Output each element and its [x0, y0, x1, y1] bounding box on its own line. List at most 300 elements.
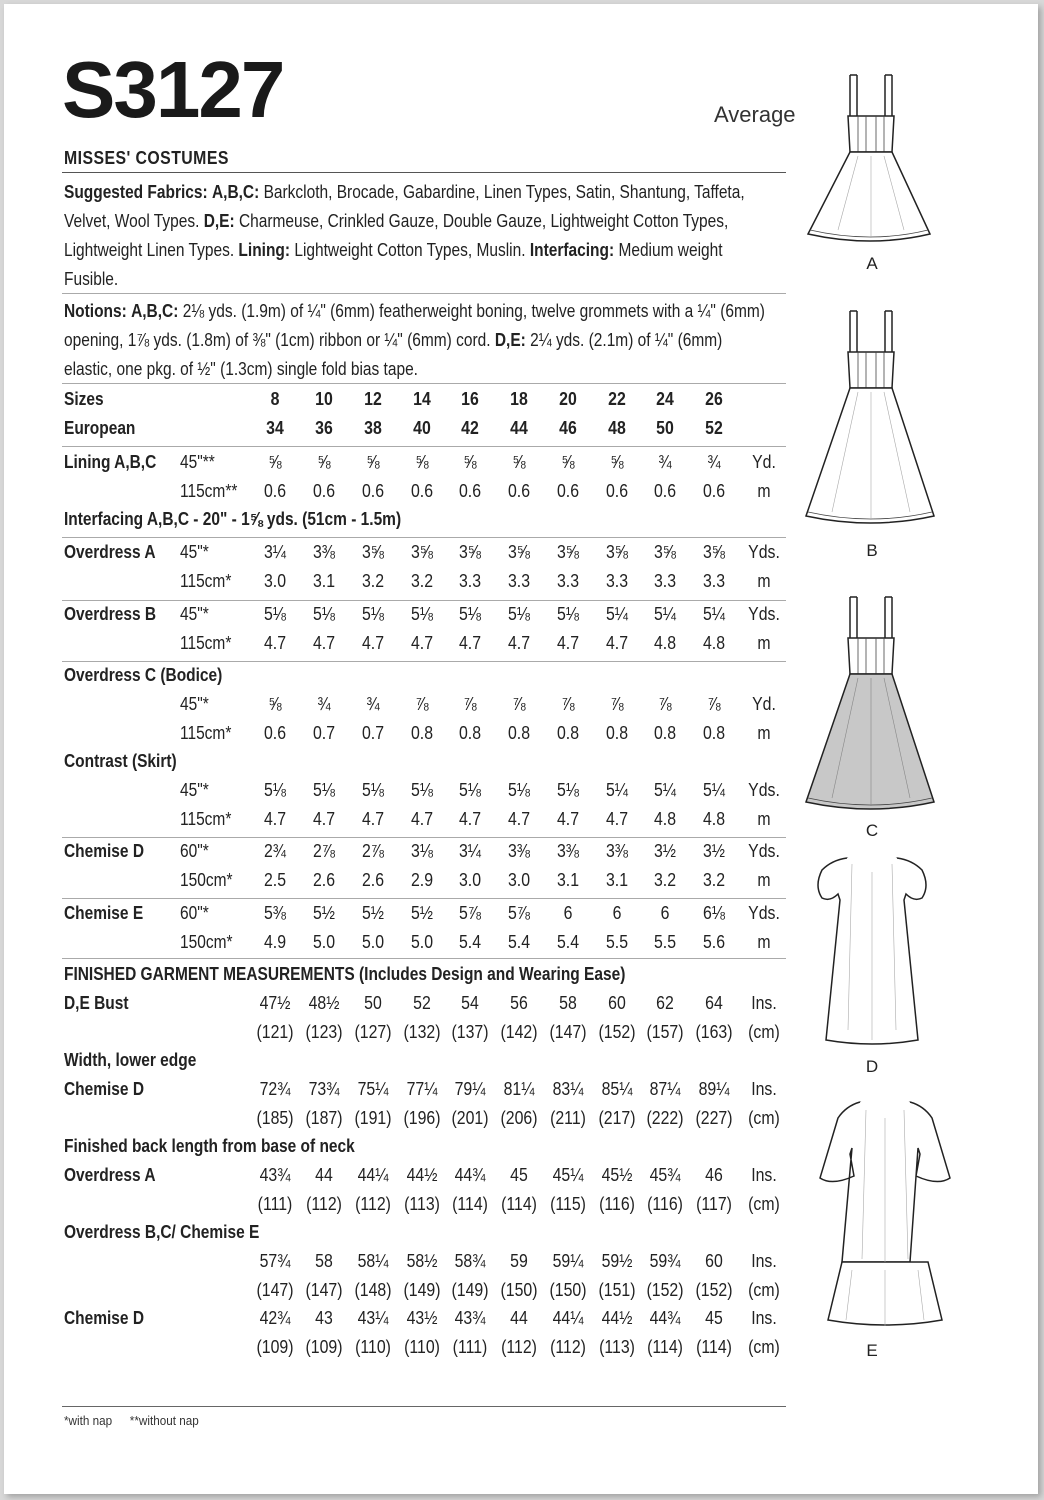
yardage-value: 0.6: [556, 481, 580, 501]
measurement-ins: 57¾: [259, 1251, 291, 1271]
yardage-value: 0.6: [410, 481, 434, 501]
unit-label: (cm): [748, 1194, 780, 1214]
measurement-ins: 58¾: [454, 1251, 486, 1271]
measurement-cm: (152): [695, 1280, 733, 1300]
measurement-cm: (127): [354, 1022, 392, 1042]
pattern-number: S3127: [62, 45, 284, 134]
unit-label: Yd.: [752, 452, 776, 472]
yardage-value: 5⅛: [361, 604, 385, 624]
measurement-ins: 87¼: [649, 1079, 681, 1099]
yardage-value: 3⅝: [410, 542, 434, 562]
yardage-value: 2.5: [263, 870, 287, 890]
yardage-value: 3⅛: [410, 841, 434, 861]
yardage-value: 3.2: [410, 571, 434, 591]
yardage-value: 6: [660, 903, 670, 923]
measurement-cm: (123): [305, 1022, 343, 1042]
measurement-ins: 44: [315, 1165, 333, 1185]
yardage-value: ⅝: [610, 452, 624, 472]
back-length-label: Finished back length from base of neck: [64, 1136, 355, 1156]
unit-label: Yds.: [748, 542, 780, 562]
yardage-value: 4.7: [507, 633, 531, 653]
yardage-value: 4.7: [458, 633, 482, 653]
measurement-ins: 56: [510, 993, 528, 1013]
measurement-ins: 44¼: [552, 1308, 584, 1328]
measurement-cm: (112): [501, 1337, 537, 1357]
measurement-ins: 43¼: [357, 1308, 389, 1328]
measurement-cm: (211): [550, 1108, 586, 1128]
yardage-value: 3½: [653, 841, 677, 861]
unit-label: Yds.: [748, 841, 780, 861]
measurement-ins: 43¾: [454, 1308, 486, 1328]
yardage-value: 5.5: [653, 932, 677, 952]
yardage-value: 0.8: [556, 723, 580, 743]
size-value: 24: [656, 389, 674, 409]
measurement-ins: 45: [705, 1308, 723, 1328]
yardage-value: 5.4: [458, 932, 482, 952]
yardage-value: 3.0: [507, 870, 531, 890]
yardage-value: 3⅜: [556, 841, 580, 861]
yardage-value: 3¼: [263, 542, 287, 562]
lining-label: Lining A,B,C: [64, 452, 157, 472]
yardage-value: 0.8: [605, 723, 629, 743]
unit-label: (cm): [748, 1022, 780, 1042]
measurement-ins: 44½: [601, 1308, 633, 1328]
measurement-ins: 60: [608, 993, 626, 1013]
garment-label: Chemise E: [64, 903, 144, 923]
view-a-dress-illustration: [800, 70, 942, 250]
measurement-cm: (196): [403, 1108, 441, 1128]
yardage-value: 4.7: [458, 809, 482, 829]
measurement-ins: 59½: [601, 1251, 633, 1271]
measurement-ins: 50: [364, 993, 382, 1013]
measurement-cm: (150): [500, 1280, 538, 1300]
footnote-nap: *with nap: [64, 1413, 113, 1428]
unit-label: Ins.: [751, 1251, 777, 1271]
footnotes: [64, 1413, 213, 1428]
yardage-value: 3⅝: [361, 542, 385, 562]
yardage-value: 0.8: [653, 723, 677, 743]
measurement-ins: 44¼: [357, 1165, 389, 1185]
measurement-cm: (112): [355, 1194, 391, 1214]
yardage-value: 0.8: [458, 723, 482, 743]
european-size-value: 44: [510, 418, 528, 438]
measurement-ins: 44: [510, 1308, 528, 1328]
measurement-ins: 42¾: [259, 1308, 291, 1328]
yardage-value: 4.7: [263, 809, 287, 829]
measurement-ins: 47½: [259, 993, 291, 1013]
yardage-value: 4.8: [702, 809, 726, 829]
measurement-ins: 75¼: [357, 1079, 389, 1099]
unit-label: m: [757, 809, 771, 829]
garment-label: Overdress C (Bodice): [64, 665, 223, 685]
view-label-e: E: [866, 1341, 878, 1360]
yardage-value: 3.2: [653, 870, 677, 890]
unit-label: m: [757, 633, 771, 653]
yardage-value: 3.0: [263, 571, 287, 591]
garment-label: Chemise D: [64, 841, 145, 861]
garment-label: Overdress A: [64, 1165, 156, 1185]
yardage-value: 5⅛: [263, 604, 287, 624]
size-value: 12: [364, 389, 382, 409]
yardage-value: 3.2: [361, 571, 385, 591]
yardage-value: ¾: [707, 452, 721, 472]
size-value: 20: [559, 389, 577, 409]
measurement-ins: 64: [705, 993, 723, 1013]
measurement-cm: (201): [451, 1108, 489, 1128]
fabric-width: 45"*: [180, 694, 209, 714]
unit-label: (cm): [748, 1337, 780, 1357]
pattern-envelope-back: [4, 4, 1038, 1494]
yardage-value: 5.4: [556, 932, 580, 952]
yardage-value: 3⅜: [605, 841, 629, 861]
measurement-cm: (147): [549, 1022, 587, 1042]
fabric-width: 115cm*: [180, 571, 232, 591]
size-value: 14: [413, 389, 431, 409]
yardage-value: 5.4: [507, 932, 531, 952]
fabric-width: 115cm*: [180, 723, 232, 743]
bust-label: D,E Bust: [64, 993, 129, 1013]
unit-label: Yds.: [748, 780, 780, 800]
measurement-cm: (148): [354, 1280, 392, 1300]
yardage-value: 5¼: [605, 780, 629, 800]
yardage-value: 5⅛: [458, 780, 482, 800]
garment-label: Chemise D: [64, 1079, 145, 1099]
divider: [62, 661, 786, 662]
measurement-ins: 43½: [406, 1308, 438, 1328]
yardage-value: ⅞: [463, 694, 477, 714]
fabric-width: 60"*: [180, 841, 209, 861]
yardage-value: 0.6: [702, 481, 726, 501]
divider: [62, 446, 786, 447]
measurement-cm: (142): [500, 1022, 538, 1042]
measurement-ins: 58: [315, 1251, 333, 1271]
measurement-cm: (185): [256, 1108, 294, 1128]
measurement-ins: 85¼: [601, 1079, 633, 1099]
yardage-value: 2.6: [361, 870, 385, 890]
yardage-value: 5¼: [702, 604, 726, 624]
european-size-value: 48: [608, 418, 626, 438]
unit-label: Ins.: [751, 1079, 777, 1099]
yardage-value: 2.6: [312, 870, 336, 890]
measurement-cm: (114): [452, 1194, 488, 1214]
yardage-value: 0.6: [361, 481, 385, 501]
measurement-ins: 45½: [601, 1165, 633, 1185]
yardage-value: ⅞: [610, 694, 624, 714]
yardage-value: 5⅛: [556, 780, 580, 800]
european-size-value: 50: [656, 418, 674, 438]
measurement-cm: (112): [550, 1337, 586, 1357]
yardage-value: 5¼: [605, 604, 629, 624]
fabric-width: 115cm*: [180, 633, 232, 653]
european-size-value: 52: [705, 418, 723, 438]
measurement-cm: (110): [355, 1337, 391, 1357]
yardage-value: ⅝: [463, 452, 477, 472]
yardage-value: 5.0: [312, 932, 336, 952]
measurement-ins: 62: [656, 993, 674, 1013]
yardage-value: 3.3: [507, 571, 531, 591]
measurement-ins: 54: [461, 993, 479, 1013]
european-size-value: 34: [266, 418, 284, 438]
size-value: 26: [705, 389, 723, 409]
view-label-c: C: [865, 821, 879, 840]
european-size-value: 36: [315, 418, 333, 438]
measurement-cm: (152): [646, 1280, 684, 1300]
divider: [62, 1406, 786, 1407]
yardage-value: 0.7: [361, 723, 385, 743]
yardage-value: 3.1: [312, 571, 336, 591]
garment-label: Overdress B,C/ Chemise E: [64, 1222, 260, 1242]
yardage-value: 5½: [361, 903, 385, 923]
measurement-ins: 83¼: [552, 1079, 584, 1099]
yardage-value: 4.7: [312, 809, 336, 829]
measurement-cm: (109): [305, 1337, 343, 1357]
unit-label: m: [757, 571, 771, 591]
yardage-value: 4.7: [361, 633, 385, 653]
yardage-value: 5½: [410, 903, 434, 923]
divider: [62, 383, 786, 384]
yardage-value: 3.2: [702, 870, 726, 890]
yardage-value: 5⅛: [507, 604, 531, 624]
yardage-value: ¾: [317, 694, 331, 714]
unit-label: m: [757, 932, 771, 952]
yardage-value: ⅝: [512, 452, 526, 472]
yardage-value: 5⅜: [263, 903, 287, 923]
yardage-value: 6: [563, 903, 573, 923]
view-label-b: B: [866, 541, 878, 560]
yardage-value: 0.6: [263, 481, 287, 501]
european-size-value: 40: [413, 418, 431, 438]
fabric-width: 45"*: [180, 780, 209, 800]
yardage-value: 3.3: [605, 571, 629, 591]
measurement-ins: 52: [413, 993, 431, 1013]
unit-label: (cm): [748, 1108, 780, 1128]
measurement-ins: 45¼: [552, 1165, 584, 1185]
view-label-d: D: [865, 1057, 879, 1076]
fabric-width: 60"*: [180, 903, 209, 923]
notions: Notions: A,B,C: 2⅛ yds. (1.9m) of ¼" (6mm) featherweight boning, twelve grommets with a ¼" (6mm) opening, 1⅞ yds. (1.8m) of ⅜" (1cm) ribbon or ¼" (6mm) cord. D,E: 2¼ yds. (2.1m) of ¼" (6mm) elastic, one pkg. of ½" (1.3cm) single fold bias tape.: [64, 301, 765, 379]
title-divider: [62, 172, 786, 173]
divider: [62, 293, 786, 294]
yardage-value: 4.7: [361, 809, 385, 829]
measurement-ins: 45: [510, 1165, 528, 1185]
yardage-value: 3⅝: [556, 542, 580, 562]
yardage-value: ⅝: [561, 452, 575, 472]
garment-label: Overdress B: [64, 604, 157, 624]
yardage-value: 2.9: [410, 870, 434, 890]
yardage-value: 3⅜: [312, 542, 336, 562]
yardage-value: 4.7: [556, 809, 580, 829]
yardage-value: 5⅛: [410, 604, 434, 624]
view-e-chemise-illustration: [812, 1094, 958, 1334]
yardage-value: 5½: [312, 903, 336, 923]
measurement-ins: 43¾: [259, 1165, 291, 1185]
divider: [62, 600, 786, 601]
yardage-value: 3⅝: [458, 542, 482, 562]
yardage-value: 0.6: [263, 723, 287, 743]
measurement-cm: (113): [599, 1337, 635, 1357]
size-value: 18: [510, 389, 528, 409]
european-label: European: [64, 418, 136, 438]
yardage-value: 5.0: [361, 932, 385, 952]
measurement-cm: (149): [403, 1280, 441, 1300]
finished-measurements-title: FINISHED GARMENT MEASUREMENTS (Includes Design and Wearing Ease): [64, 964, 626, 984]
fabric-width: 115cm*: [180, 809, 232, 829]
yardage-value: 0.8: [507, 723, 531, 743]
measurement-ins: 59¾: [649, 1251, 681, 1271]
yardage-value: 4.8: [653, 633, 677, 653]
yardage-value: ⅞: [561, 694, 575, 714]
yardage-value: 0.6: [458, 481, 482, 501]
fabric-width: 150cm*: [180, 932, 233, 952]
yardage-value: 5.5: [605, 932, 629, 952]
unit-label: Yds.: [748, 903, 780, 923]
yardage-value: 3.1: [556, 870, 580, 890]
yardage-value: 6⅛: [702, 903, 726, 923]
measurement-cm: (116): [647, 1194, 683, 1214]
yardage-value: 0.8: [702, 723, 726, 743]
yardage-value: 2¾: [263, 841, 287, 861]
european-size-value: 46: [559, 418, 577, 438]
fabric-width: 45"**: [180, 452, 215, 472]
measurement-ins: 43: [315, 1308, 333, 1328]
yardage-value: 4.8: [653, 809, 677, 829]
yardage-value: 5⅛: [458, 604, 482, 624]
measurement-cm: (114): [501, 1194, 537, 1214]
measurement-cm: (111): [257, 1194, 293, 1214]
divider: [62, 898, 786, 899]
garment-label: Contrast (Skirt): [64, 751, 177, 771]
size-value: 8: [270, 389, 280, 409]
yardage-value: 3⅜: [507, 841, 531, 861]
measurement-ins: 60: [705, 1251, 723, 1271]
measurement-cm: (113): [404, 1194, 440, 1214]
yardage-value: 3¼: [458, 841, 482, 861]
pattern-title: MISSES' COSTUMES: [64, 148, 229, 168]
measurement-ins: 58¼: [357, 1251, 389, 1271]
measurement-cm: (157): [646, 1022, 684, 1042]
yardage-value: 3½: [702, 841, 726, 861]
measurement-cm: (217): [598, 1108, 636, 1128]
european-size-value: 42: [461, 418, 479, 438]
yardage-value: 5⅛: [263, 780, 287, 800]
measurement-cm: (227): [695, 1108, 733, 1128]
yardage-value: ¾: [366, 694, 380, 714]
measurement-ins: 58: [559, 993, 577, 1013]
yardage-value: 5⅛: [556, 604, 580, 624]
measurement-cm: (110): [404, 1337, 440, 1357]
fabric-width: 115cm**: [180, 481, 238, 501]
width-lower-edge-label: Width, lower edge: [64, 1050, 197, 1070]
yardage-value: ⅞: [512, 694, 526, 714]
yardage-value: 4.7: [263, 633, 287, 653]
yardage-value: 3.3: [458, 571, 482, 591]
sizes-label: Sizes: [64, 389, 104, 409]
measurement-cm: (152): [598, 1022, 636, 1042]
unit-label: Ins.: [751, 1165, 777, 1185]
yardage-value: 5⅞: [458, 903, 482, 923]
yardage-value: 0.6: [507, 481, 531, 501]
interfacing-line: Interfacing A,B,C - 20" - 1⅝ yds. (51cm - 1.5m): [64, 509, 402, 529]
yardage-value: 6: [612, 903, 622, 923]
yardage-value: 2⅞: [361, 841, 385, 861]
yardage-value: 3.3: [702, 571, 726, 591]
measurement-ins: 59¼: [552, 1251, 584, 1271]
measurement-ins: 73¾: [308, 1079, 340, 1099]
measurement-ins: 89¼: [698, 1079, 730, 1099]
unit-label: Yds.: [748, 604, 780, 624]
yardage-value: 4.7: [410, 633, 434, 653]
yardage-value: ⅞: [707, 694, 721, 714]
yardage-value: 3⅝: [702, 542, 726, 562]
measurement-ins: 48½: [308, 993, 340, 1013]
measurement-cm: (222): [646, 1108, 684, 1128]
yardage-value: 4.9: [263, 932, 287, 952]
yardage-value: ⅝: [415, 452, 429, 472]
yardage-value: 4.7: [605, 633, 629, 653]
yardage-value: 3⅝: [653, 542, 677, 562]
measurement-ins: 45¾: [649, 1165, 681, 1185]
yardage-value: ⅞: [415, 694, 429, 714]
measurement-ins: 44½: [406, 1165, 438, 1185]
measurement-ins: 59: [510, 1251, 528, 1271]
fabric-width: 45"*: [180, 604, 209, 624]
suggested-fabrics: Suggested Fabrics: A,B,C: Barkcloth, Brocade, Gabardine, Linen Types, Satin, Shantung, Taffeta, Velvet, Wool Types. D,E: Charmeuse, Crinkled Gauze, Double Gauze, Lightweight Cotton Types, Lightweight Linen Types. Lining: Lightweight Cotton Types, Muslin. Interfacing: Medium weight Fusible.: [64, 182, 745, 289]
yardage-value: 3.1: [605, 870, 629, 890]
yardage-value: ⅝: [317, 452, 331, 472]
divider: [62, 837, 786, 838]
measurement-ins: 58½: [406, 1251, 438, 1271]
yardage-value: 5¼: [653, 604, 677, 624]
unit-label: Yd.: [752, 694, 776, 714]
measurement-cm: (163): [695, 1022, 733, 1042]
measurement-cm: (111): [452, 1337, 488, 1357]
measurement-cm: (112): [306, 1194, 342, 1214]
divider: [62, 958, 786, 959]
yardage-value: 2⅞: [312, 841, 336, 861]
unit-label: Ins.: [751, 1308, 777, 1328]
measurement-cm: (137): [451, 1022, 489, 1042]
yardage-value: ⅝: [268, 694, 282, 714]
yardage-value: 4.7: [312, 633, 336, 653]
measurement-ins: 79¼: [454, 1079, 486, 1099]
unit-label: m: [757, 870, 771, 890]
yardage-value: 5⅞: [507, 903, 531, 923]
yardage-value: 5.6: [702, 932, 726, 952]
measurement-cm: (191): [354, 1108, 392, 1128]
measurement-ins: 72¾: [259, 1079, 291, 1099]
yardage-value: 5.0: [410, 932, 434, 952]
yardage-value: ¾: [658, 452, 672, 472]
yardage-value: 4.8: [702, 633, 726, 653]
size-value: 10: [315, 389, 333, 409]
view-label-a: A: [866, 254, 878, 273]
yardage-value: 5⅛: [312, 780, 336, 800]
yardage-value: ⅞: [658, 694, 672, 714]
yardage-value: 4.7: [556, 633, 580, 653]
measurement-ins: 46: [705, 1165, 723, 1185]
measurement-cm: (114): [696, 1337, 732, 1357]
yardage-value: 4.7: [507, 809, 531, 829]
measurement-cm: (147): [256, 1280, 294, 1300]
measurement-cm: (151): [598, 1280, 636, 1300]
garment-label: Chemise D: [64, 1308, 145, 1328]
measurement-cm: (149): [451, 1280, 489, 1300]
measurement-cm: (116): [599, 1194, 635, 1214]
view-b-dress-illustration: [800, 306, 942, 531]
unit-label: m: [757, 723, 771, 743]
measurement-cm: (187): [305, 1108, 343, 1128]
measurement-cm: (109): [256, 1337, 294, 1357]
